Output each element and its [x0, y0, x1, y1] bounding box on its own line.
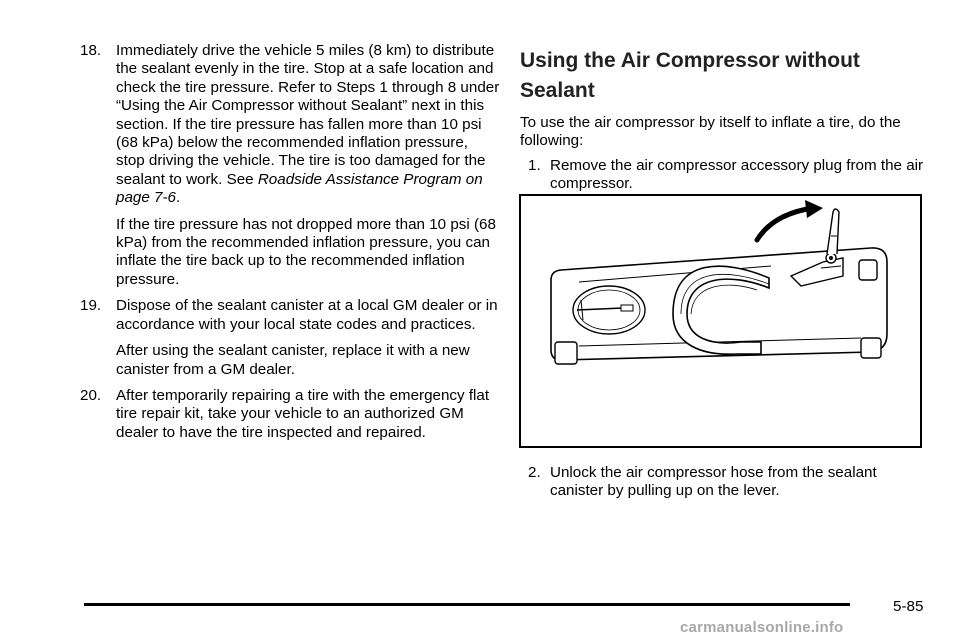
step-number: 2.	[528, 464, 541, 481]
step-body	[116, 387, 500, 442]
watermark: carmanualsonline.info	[680, 619, 844, 636]
step-note: After using the sealant canister, replace it with a new canister from a GM dealer.	[116, 342, 470, 378]
section-heading: Using the Air Compressor without Sealant	[520, 49, 860, 102]
compressor-illustration	[519, 194, 922, 448]
step-number: 18.	[80, 42, 102, 59]
section-intro: To use the air compressor by itself to inflate a tire, do the following:	[520, 114, 901, 150]
step-text: After temporarily repairing a tire with the emergency flat tire repair kit, take your vehicle to an authorized GM dealer to have the tire inspected and repaired.	[116, 386, 490, 441]
right-column	[520, 42, 924, 194]
step-body	[116, 42, 500, 289]
footer-rule	[84, 603, 850, 606]
step-number: 1.	[528, 156, 541, 174]
step-body	[116, 297, 500, 379]
step-19	[80, 297, 500, 379]
step-text: Remove the air compressor accessory plug from the air compressor.	[550, 156, 924, 193]
arrow-head-icon	[805, 200, 823, 218]
step-20	[80, 387, 500, 442]
corner-pad	[859, 260, 877, 280]
step-note: If the tire pressure has not dropped more than 10 psi (68 kPa) from the recommended inflation pressure, you can inflate the tire back up to the recommended inflation pressure.	[116, 215, 496, 288]
left-column	[80, 42, 500, 450]
step-number: 20.	[80, 386, 102, 404]
corner-pad	[861, 338, 881, 358]
lever-icon	[827, 209, 839, 254]
page-number: 5-85	[893, 598, 924, 615]
corner-pad	[555, 342, 577, 364]
step-text-main: Immediately drive the vehicle 5 miles (8 km) to distribute the sealant evenly in the tire. Stop at a safe location and check the tire pressure. Refer to Steps 1 through 8 under “Using the Air Compressor without Sealant” next in this section. If the tire pressure has fallen more than 10 psi (68 kPa) below the recommended inflation pressure, stop driving the vehicle. The tire is too damaged for the sealant to work. See	[116, 42, 500, 188]
step-text: Unlock the air compressor hose from the sealant canister by pulling up on the lever.	[550, 464, 877, 500]
step-number: 19.	[80, 297, 102, 315]
pull-arrow-icon	[757, 208, 813, 240]
step-18	[80, 42, 500, 289]
step-2	[528, 464, 924, 501]
step-text	[116, 42, 500, 208]
step-1	[528, 157, 924, 194]
cross-reference-link[interactable]: Roadside Assistance Program on page 7-6	[116, 170, 483, 207]
step-text: Dispose of the sealant canister at a local GM dealer or in accordance with your local state codes and practices.	[116, 297, 498, 333]
step-text-end: .	[175, 189, 181, 207]
compressor-drawing	[521, 196, 920, 446]
